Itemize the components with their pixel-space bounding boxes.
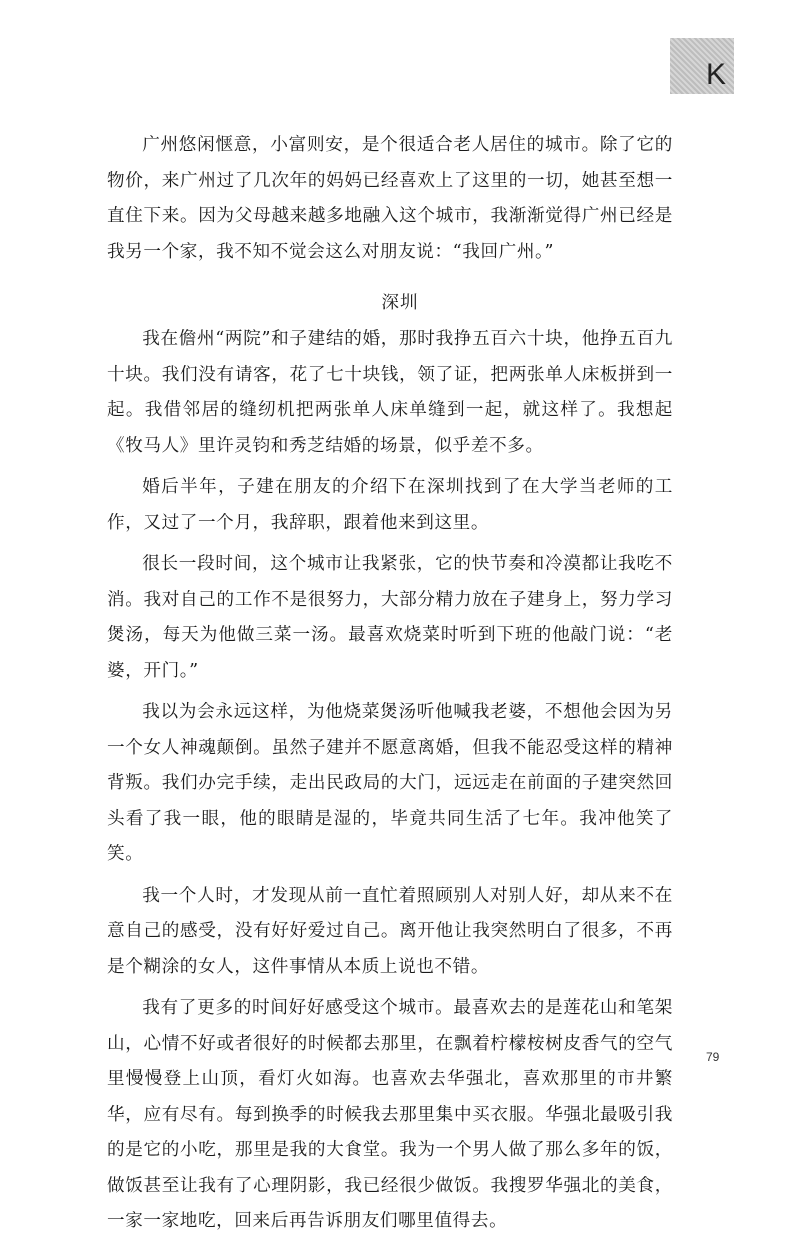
paragraph: 很长一段时间，这个城市让我紧张，它的快节奏和冷漠都让我吃不消。我对自己的工作不是很努力，大部分精力放在子建身上，努力学习煲汤，每天为他做三菜一汤。最喜欢烧菜时听到下班的他敲门说：“老婆，开门。” — [107, 554, 673, 681]
intro-text — [107, 128, 673, 270]
paragraph: 我以为会永远这样，为他烧菜煲汤听他喊我老婆，不想他会因为另一个女人神魂颠倒。虽然子建并不愿意离婚，但我不能忍受这样的精神背叛。我们办完手续，走出民政局的大门，远远走在前面的子建突然回头看了我一眼，他的眼睛是湿的，毕竟共同生活了七年。我冲他笑了笑。 — [107, 702, 673, 864]
paragraph: 我一个人时，才发现从前一直忙着照顾别人对别人好，却从来不在意自己的感受，没有好好爱过自己。离开他让我突然明白了很多，不再是个糊涂的女人，这件事情从本质上说也不错。 — [107, 885, 673, 977]
section-tab-marker — [670, 38, 734, 94]
body-text — [107, 322, 673, 1240]
page-number: 79 — [706, 1050, 720, 1064]
section-heading: 深圳 — [381, 293, 419, 313]
paragraph: 婚后半年，子建在朋友的介绍下在深圳找到了在大学当老师的工作，又过了一个月，我辞职，跟着他来到这里。 — [107, 477, 673, 533]
section-tab-letter: K — [705, 58, 726, 91]
intro-paragraph: 广州悠闲惬意，小富则安，是个很适合老人居住的城市。除了它的物价，来广州过了几次年的妈妈已经喜欢上了这里的一切，她甚至想一直住下来。因为父母越来越多地融入这个城市，我渐渐觉得广州已经是我另一个家，我不知不觉会这么对朋友说：“我回广州。” — [107, 135, 673, 262]
paragraph: 我在儋州“两院”和子建结的婚，那时我挣五百六十块，他挣五百九十块。我们没有请客，花了七十块钱，领了证，把两张单人床板拼到一起。我借邻居的缝纫机把两张单人床单缝到一起，就这样了。我想起《牧马人》里许灵钧和秀芝结婚的场景，似乎差不多。 — [107, 329, 673, 456]
paragraph: 我有了更多的时间好好感受这个城市。最喜欢去的是莲花山和笔架山，心情不好或者很好的时候都去那里，在飘着柠檬桉树皮香气的空气里慢慢登上山顶，看灯火如海。也喜欢去华强北，喜欢那里的市井繁华，应有尽有。每到换季的时候我去那里集中买衣服。华强北最吸引我的是它的小吃，那里是我的大食堂。我为一个男人做了那么多年的饭，做饭甚至让我有了心理阴影，我已经很少做饭。我搜罗华强北的美食，一家一家地吃，回来后再告诉朋友们哪里值得去。 — [107, 998, 673, 1231]
